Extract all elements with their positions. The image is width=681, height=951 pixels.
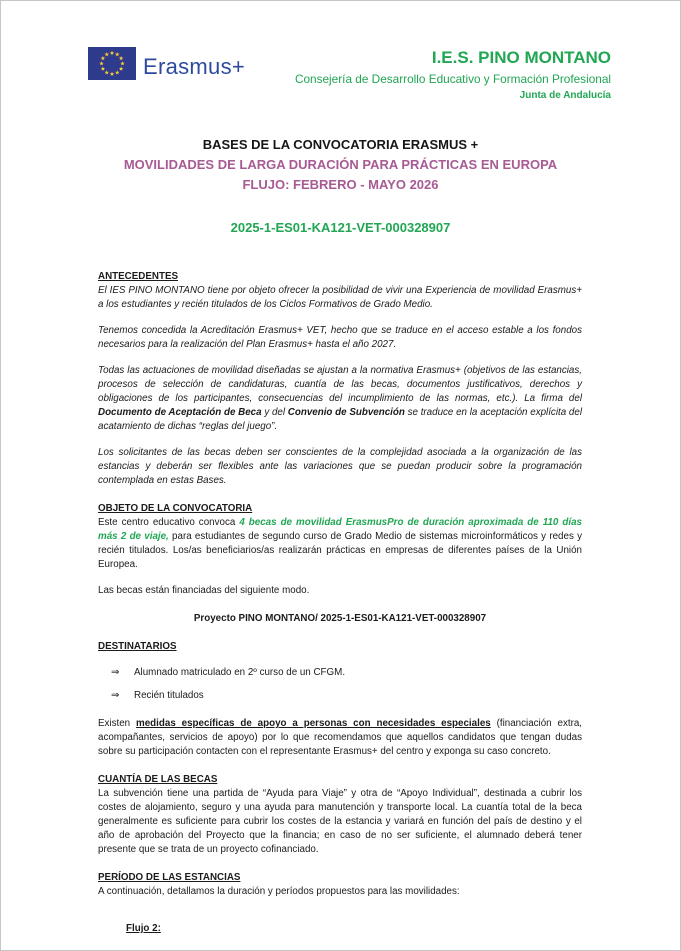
paragraph-text: se traduce en la aceptación explícita del acatamiento de dichas “reglas del juego”. [98, 407, 582, 432]
paragraph: Los solicitantes de las becas deben ser conscientes de la complejidad asociada a la organización de las estancias y deberán ser flexibles ante las variaciones que se puedan producir sobre la programación contemplada en estas Bases. [98, 447, 582, 486]
section-title-destinatarios: DESTINATARIOS [98, 641, 177, 652]
arrow-bullet-icon: ⇒ [111, 667, 120, 678]
erasmus-logo [88, 47, 245, 80]
emphasis-acceptance-doc: Documento de Aceptación de Beca [98, 407, 262, 418]
flow-subtitle: FLUJO: FEBRERO - MAYO 2026 [242, 177, 439, 192]
list-item-text: Alumnado matriculado en 2º curso de un CFGM. [134, 667, 346, 678]
paragraph-text: y del [261, 407, 288, 418]
section-title-periodo: PERÍODO DE LAS ESTANCIAS [98, 872, 241, 883]
section-objeto [98, 502, 582, 626]
section-periodo [98, 871, 582, 936]
arrow-bullet-icon: ⇒ [111, 690, 120, 701]
school-department: Consejería de Desarrollo Educativo y Formación Profesional [294, 72, 611, 86]
section-title-cuantia: CUANTÍA DE LAS BECAS [98, 774, 218, 785]
school-header-block [295, 47, 611, 102]
recipients-list [111, 666, 582, 703]
flujo-2-label: Flujo 2: [126, 923, 161, 934]
document-body [98, 270, 582, 936]
paragraph-text: Existen [98, 718, 137, 729]
paragraph: La subvención tiene una partida de “Ayuda para Viaje” y otra de “Apoyo Individual”, destinada a cubrir los costes de alojamiento, seguro y una ayuda para manutención y transporte local. La cuantía total de la beca generalmente es suficiente para cubrir los costes de la estancia y variará en función del país de destino y el año de aprobación del Proyecto que la financia; en caso de no ser suficiente, el alumnado deberá tener presente que se trata de un proyecto cofinanciado. [98, 788, 582, 855]
section-title-antecedentes: ANTECEDENTES [98, 271, 179, 282]
paragraph [98, 364, 582, 434]
emphasis-grant-agreement: Convenio de Subvención [287, 407, 405, 418]
paragraph-text: Todas las actuaciones de movilidad diseñadas se ajustan a la normativa Erasmus+ (objetivos de las estancias, procesos de selección de candidaturas, cuantía de las becas, documentos justificativos, derechos y obligaciones de los participantes, consecuencias del incumplimiento de las normas, etc.). La firma del [98, 365, 582, 404]
section-cuantia [98, 773, 582, 857]
project-funding-line: Proyecto PINO MONTANO/ 2025-1-ES01-KA121-VET-000328907 [193, 613, 487, 624]
project-code: 2025-1-ES01-KA121-VET-000328907 [230, 220, 451, 235]
list-item [111, 689, 582, 703]
section-antecedentes [98, 270, 582, 488]
school-name: I.E.S. PINO MONTANO [431, 48, 611, 67]
eu-flag-icon [88, 47, 136, 80]
paragraph-text: (financiación extra, acompañantes, servicios de apoyo) por lo que recomendamos que aquellos candidatos que tengan dudas sobre su participación contacten con el representante Erasmus+ del centro y exponga su caso concreto. [98, 718, 582, 757]
section-title-objeto: OBJETO DE LA CONVOCATORIA [98, 503, 253, 514]
list-item [111, 666, 582, 680]
document-subtitle: MOVILIDADES DE LARGA DURACIÓN PARA PRÁCTICAS EN EUROPA [123, 157, 558, 172]
paragraph: A continuación, detallamos la duración y períodos propuestos para las movilidades: [98, 886, 460, 897]
paragraph: Tenemos concedida la Acreditación Erasmus+ VET, hecho que se traduce en el acceso estable a los fondos necesarios para la realización del Plan Erasmus+ hasta el año 2027. [98, 325, 582, 350]
document-title: BASES DE LA CONVOCATORIA ERASMUS + [202, 137, 479, 152]
grants-highlight: 4 becas de movilidad ErasmusPro de duración aproximada de 110 días más 2 de viaje, [98, 517, 582, 542]
document-header [88, 47, 611, 102]
paragraph: El IES PINO MONTANO tiene por objeto ofrecer la posibilidad de vivir una Experiencia de movilidad Erasmus+ a los estudiantes y recién titulados de los Ciclos Formativos de Grado Medio. [98, 285, 582, 310]
erasmus-logo-text: Erasmus+ [143, 53, 246, 79]
paragraph-text: para estudiantes de segundo curso de Grado Medio de sistemas microinformáticos y redes y recién titulados. Los/as beneficiarios/as realizarán prácticas en empresas de diferentes países de la Unión Europea. [98, 531, 582, 570]
school-region: Junta de Andalucía [519, 90, 611, 101]
list-item-text: Recién titulados [134, 690, 204, 701]
special-needs-emphasis: medidas específicas de apoyo a personas con necesidades especiales [136, 718, 491, 729]
paragraph [98, 717, 582, 759]
paragraph: Las becas están financiadas del siguiente modo. [98, 585, 310, 596]
paragraph [98, 516, 582, 572]
paragraph-text: Este centro educativo convoca [98, 517, 240, 528]
section-destinatarios [98, 640, 582, 759]
title-block [1, 135, 680, 195]
